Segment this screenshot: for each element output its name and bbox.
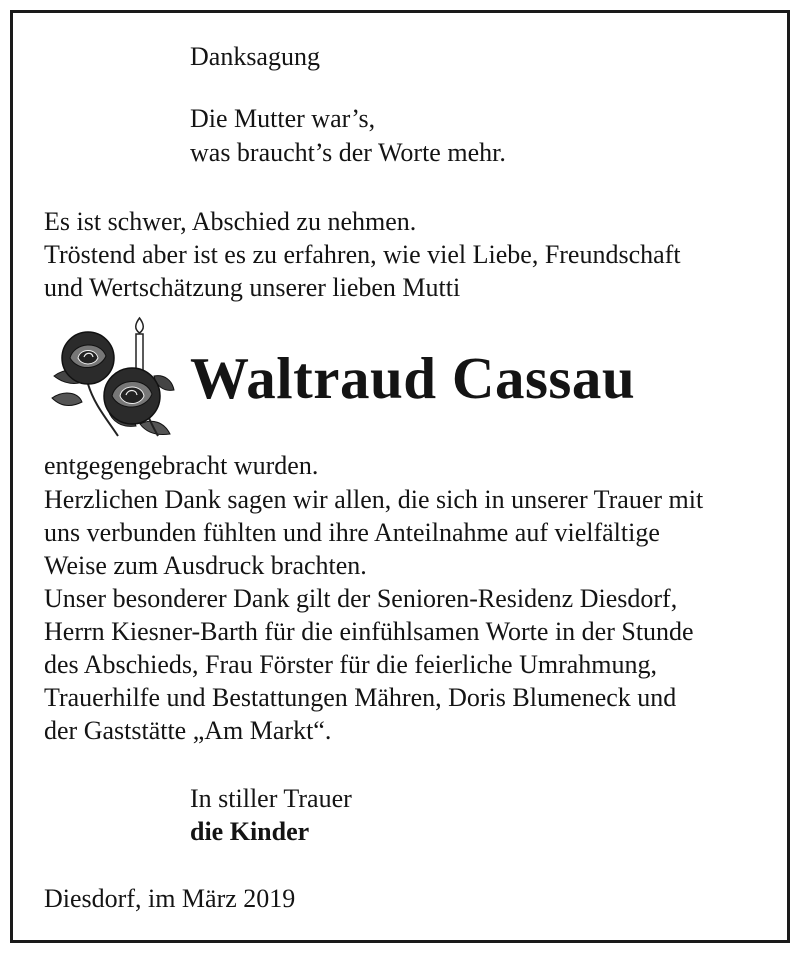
body-line-4: Weise zum Ausdruck brachten. <box>44 551 367 580</box>
intro-line-1: Es ist schwer, Abschied zu nehmen. <box>44 207 417 236</box>
roses-candle-icon <box>48 314 176 440</box>
notice-heading: Danksagung <box>190 42 320 71</box>
deceased-name: Waltraud Cassau <box>190 345 636 411</box>
signature: die Kinder <box>190 817 310 846</box>
body-line-1: entgegengebracht wurden. <box>44 451 319 480</box>
intro-line-3: und Wertschätzung unserer lieben Mutti <box>44 273 461 302</box>
intro-line-2: Tröstend aber ist es zu erfahren, wie viel Liebe, Freundschaft <box>44 240 681 269</box>
closing-line: In stiller Trauer <box>190 784 352 813</box>
body-line-2: Herzlichen Dank sagen wir allen, die sich in unserer Trauer mit <box>44 485 704 514</box>
body-line-7: des Abschieds, Frau Förster für die feierliche Umrahmung, <box>44 650 658 679</box>
quote-line-1: Die Mutter war’s, <box>190 104 376 133</box>
place-date: Diesdorf, im März 2019 <box>44 884 296 913</box>
body-line-3: uns verbunden fühlten und ihre Anteilnahme auf vielfältige <box>44 518 660 547</box>
body-line-9: der Gaststätte „Am Markt“. <box>44 716 332 745</box>
body-line-8: Trauerhilfe und Bestattungen Mähren, Doris Blumeneck und <box>44 683 677 712</box>
body-line-6: Herrn Kiesner-Barth für die einfühlsamen Worte in der Stunde <box>44 617 694 646</box>
body-line-5: Unser besonderer Dank gilt der Senioren-Residenz Diesdorf, <box>44 584 678 613</box>
quote-line-2: was braucht’s der Worte mehr. <box>190 138 506 167</box>
